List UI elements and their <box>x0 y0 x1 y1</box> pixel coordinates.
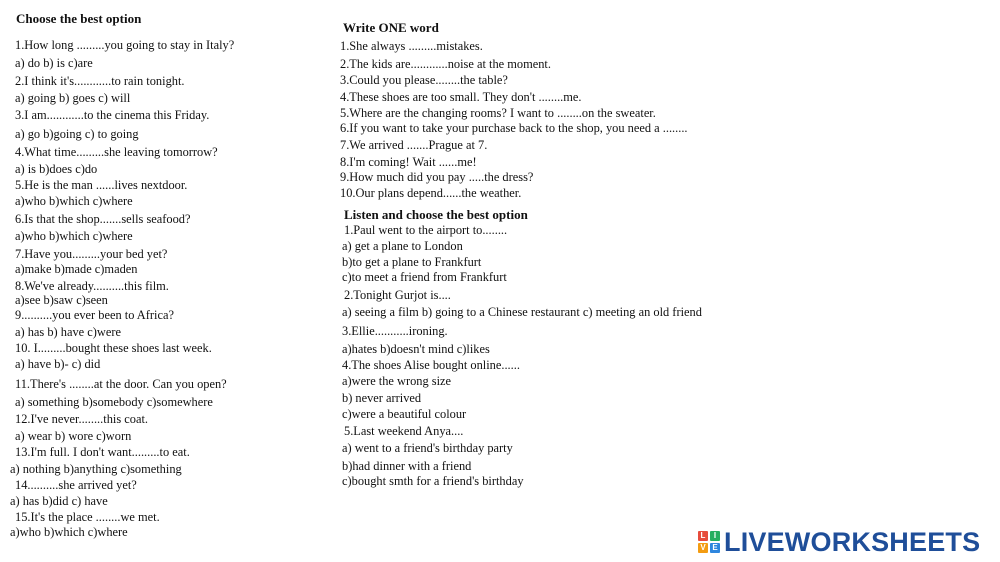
left-line-15: 8.We've already..........this film. <box>15 279 169 293</box>
left-line-29: 15.It's the place ........we met. <box>15 510 160 524</box>
logo-tile-l: L <box>698 531 708 541</box>
listen-line-12: c)were a beautiful colour <box>342 407 467 421</box>
left-line-7: 4.What time.........she leaving tomorrow? <box>15 145 218 159</box>
write-one-word-line-1: 1.She always .........mistakes. <box>340 39 483 53</box>
write-one-word-line-4: 4.These shoes are too small. They don't ........me. <box>340 90 582 104</box>
left-line-9: 5.He is the man ......lives nextdoor. <box>15 178 188 192</box>
listen-line-16: c)bought smth for a friend's birthday <box>342 474 524 488</box>
section-heading-listen: Listen and choose the best option <box>344 207 528 222</box>
left-line-13: 7.Have you.........your bed yet? <box>15 247 168 261</box>
left-line-4: a) going b) goes c) will <box>15 91 131 105</box>
write-one-word-line-5: 5.Where are the changing rooms? I want to ........on the sweater. <box>340 106 656 120</box>
left-line-5: 3.I am............to the cinema this Friday. <box>15 108 210 122</box>
left-line-28: a) has b)did c) have <box>10 494 108 508</box>
left-line-25: 13.I'm full. I don't want.........to eat. <box>15 445 190 459</box>
left-line-17: 9..........you ever been to Africa? <box>15 308 174 322</box>
left-line-23: 12.I've never........this coat. <box>15 412 148 426</box>
liveworksheets-logo <box>698 525 980 559</box>
left-line-24: a) wear b) wore c)worn <box>15 429 132 443</box>
listen-line-5: 2.Tonight Gurjot is.... <box>344 288 451 302</box>
left-line-30: a)who b)which c)where <box>10 525 128 539</box>
listen-line-8: a)hates b)doesn't mind c)likes <box>342 342 490 356</box>
left-line-22: a) something b)somebody c)somewhere <box>15 395 213 409</box>
listen-line-14: a) went to a friend's birthday party <box>342 441 513 455</box>
left-line-14: a)make b)made c)maden <box>15 262 138 276</box>
left-line-8: a) is b)does c)do <box>15 162 98 176</box>
left-line-26: a) nothing b)anything c)something <box>10 462 182 476</box>
logo-wordmark: LIVEWORKSHEETS <box>724 526 981 557</box>
left-line-2: a) do b) is c)are <box>15 56 93 70</box>
listen-line-4: c)to meet a friend from Frankfurt <box>342 270 507 284</box>
listen-line-15: b)had dinner with a friend <box>342 459 472 473</box>
listen-line-3: b)to get a plane to Frankfurt <box>342 255 482 269</box>
listen-line-13: 5.Last weekend Anya.... <box>344 424 464 438</box>
left-line-11: 6.Is that the shop.......sells seafood? <box>15 212 191 226</box>
left-line-16: a)see b)saw c)seen <box>15 293 108 307</box>
left-line-18: a) has b) have c)were <box>15 325 121 339</box>
left-line-1: 1.How long .........you going to stay in Italy? <box>15 38 235 52</box>
logo-tile-e: E <box>710 543 720 553</box>
left-line-27: 14..........she arrived yet? <box>15 478 137 492</box>
write-one-word-line-3: 3.Could you please........the table? <box>340 73 508 87</box>
write-one-word-line-9: 9.How much did you pay .....the dress? <box>340 170 534 184</box>
left-line-6: a) go b)going c) to going <box>15 127 139 141</box>
section-heading-choose: Choose the best option <box>16 11 142 26</box>
left-line-3: 2.I think it's............to rain tonight. <box>15 74 185 88</box>
listen-line-9: 4.The shoes Alise bought online...... <box>342 358 520 372</box>
listen-line-10: a)were the wrong size <box>342 374 452 388</box>
listen-line-11: b) never arrived <box>342 391 422 405</box>
listen-line-6: a) seeing a film b) going to a Chinese restaurant c) meeting an old friend <box>342 305 702 319</box>
left-line-19: 10. I.........bought these shoes last week. <box>15 341 212 355</box>
write-one-word-line-10: 10.Our plans depend......the weather. <box>340 186 522 200</box>
liveworksheets-logo-icon <box>698 531 720 553</box>
write-one-word-line-2: 2.The kids are............noise at the moment. <box>340 57 551 71</box>
write-one-word-line-7: 7.We arrived .......Prague at 7. <box>340 138 488 152</box>
write-one-word-line-8: 8.I'm coming! Wait ......me! <box>340 155 477 169</box>
listen-line-2: a) get a plane to London <box>342 239 463 253</box>
left-line-21: 11.There's ........at the door. Can you open? <box>15 377 227 391</box>
left-line-10: a)who b)which c)where <box>15 194 133 208</box>
listen-line-7: 3.Ellie...........ironing. <box>342 324 448 338</box>
left-line-12: a)who b)which c)where <box>15 229 133 243</box>
logo-tile-i: I <box>710 531 720 541</box>
section-heading-write-one-word: Write ONE word <box>343 20 439 35</box>
left-line-20: a) have b)- c) did <box>15 357 101 371</box>
logo-tile-v: V <box>698 543 708 553</box>
write-one-word-line-6: 6.If you want to take your purchase back to the shop, you need a ........ <box>340 121 688 135</box>
listen-line-1: 1.Paul went to the airport to........ <box>344 223 508 237</box>
